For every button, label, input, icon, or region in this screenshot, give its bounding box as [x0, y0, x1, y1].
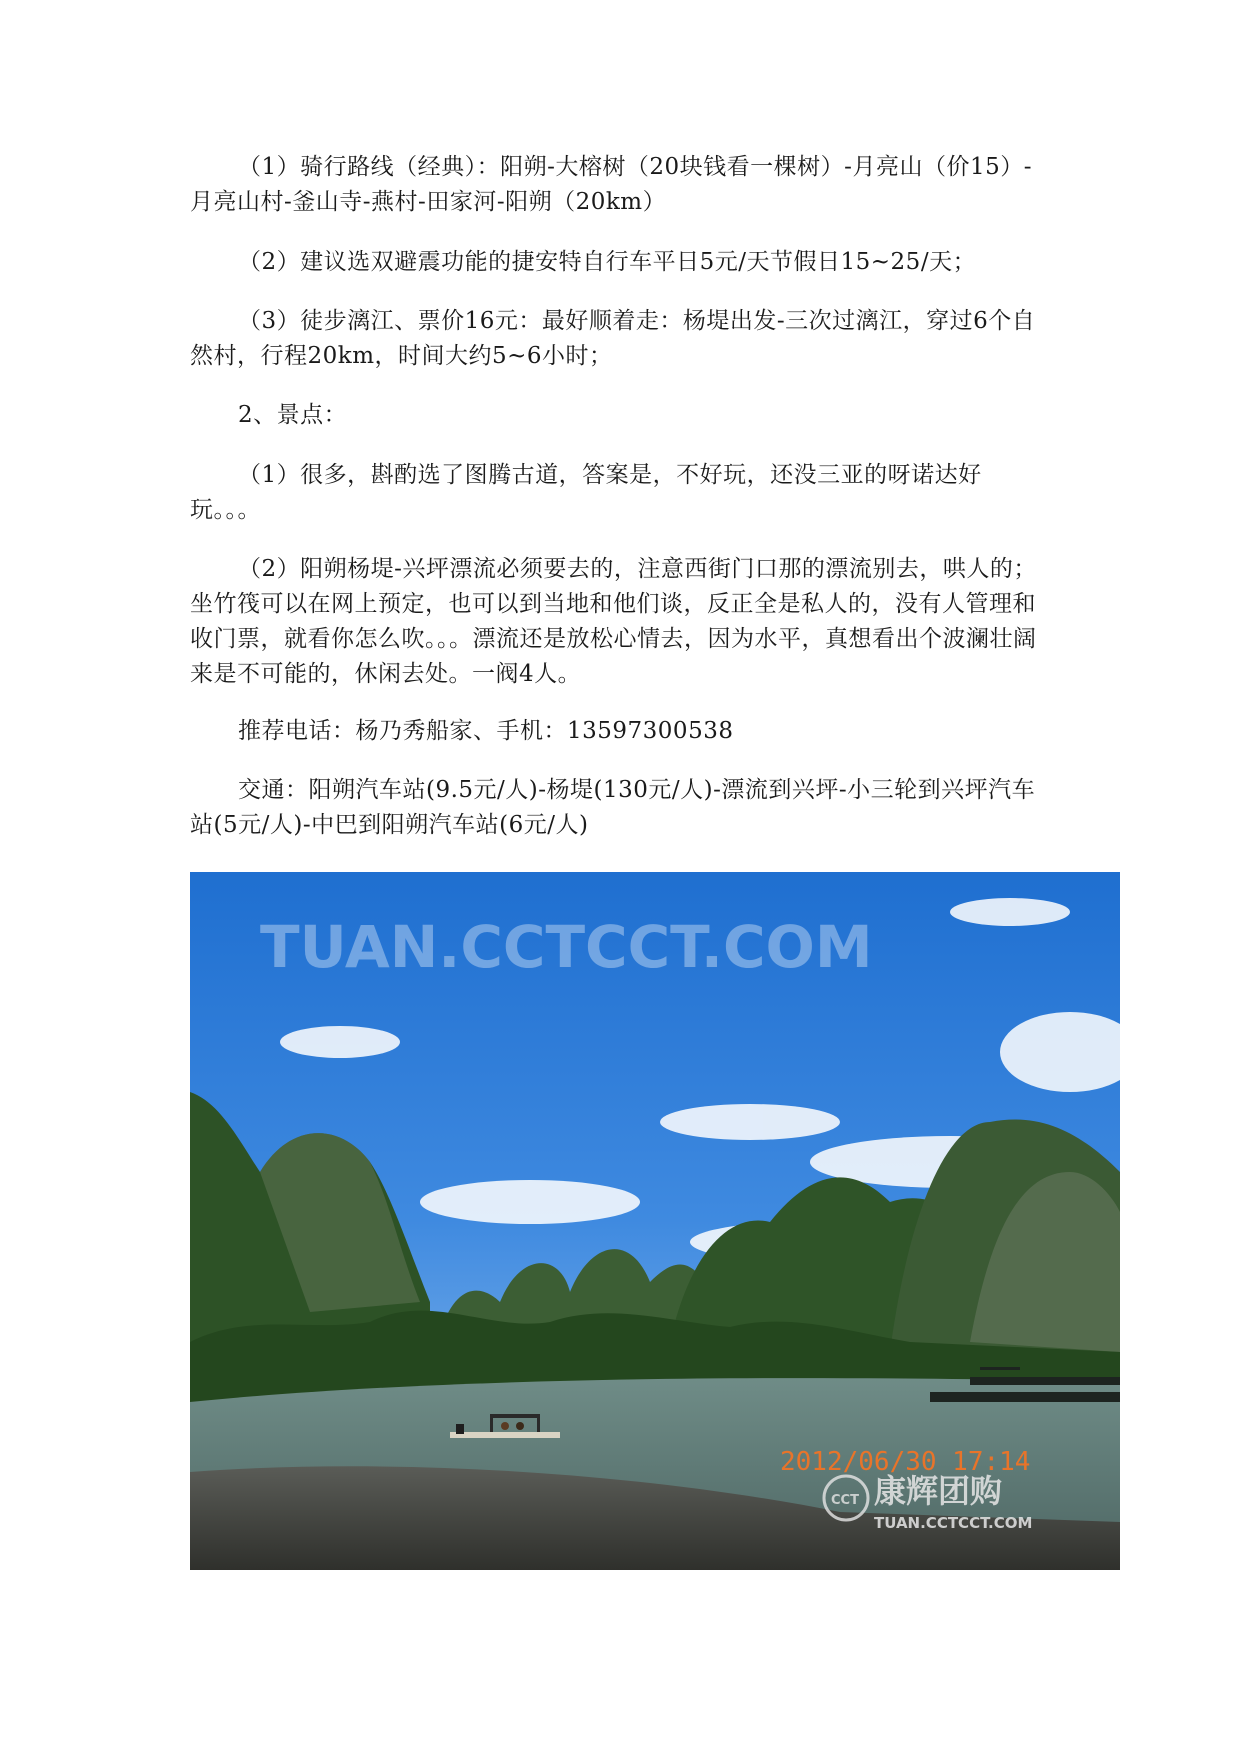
paragraph-transport: 交通：阳朔汽车站(9.5元/人)-杨堤(130元/人)-漂流到兴坪-小三轮到兴坪汽车站(5元/人)-中巴到阳朔汽车站(6元/人) — [190, 777, 1036, 838]
paragraph-phone: 推荐电话：杨乃秀船家、手机：13597300538 — [238, 718, 734, 744]
li-river-photo — [190, 872, 1120, 1570]
paragraph-hiking: （3）徒步漓江、票价16元：最好顺着走：杨堤出发-三次过漓江，穿过6个自然村，行程20km，时间大约5~6小时； — [190, 308, 1036, 369]
paragraph-totem-trail: （1）很多，斟酌选了图腾古道，答案是，不好玩，还没三亚的呀诺达好玩。。。 — [190, 462, 982, 523]
paragraph-bike-rental: （2）建议选双避震功能的捷安特自行车平日5元/天节假日15~25/天； — [238, 249, 977, 275]
paragraph-cycling-route: （1）骑行路线（经典）：阳朔-大榕树（20块钱看一棵树）-月亮山（价15）-月亮山村-釜山寺-燕村-田家河-阳朔（20km） — [190, 154, 1032, 215]
paragraph-rafting: （2）阳朔杨堤-兴坪漂流必须要去的，注意西街门口那的漂流别去，哄人的；坐竹筏可以在网上预定，也可以到当地和他们谈，反正全是私人的，没有人管理和收门票，就看你怎么吹。。。漂流还是放松心情去，因为水平，真想看出个波澜壮阔来是不可能的，休闲去处。一阀4人。 — [190, 556, 1037, 687]
photo-brand-url: TUAN.CCTCCT.COM — [874, 1514, 1033, 1532]
section-heading-attractions: 2、景点： — [238, 402, 348, 428]
photo-timestamp: 2012/06/30 17:14 — [780, 1447, 1031, 1477]
photo-brand-name: 康辉团购 — [874, 1472, 1003, 1510]
brand-logo-text: CCT — [831, 1493, 859, 1508]
photo-watermark-url: TUAN.CCTCCT.COM — [260, 913, 873, 981]
